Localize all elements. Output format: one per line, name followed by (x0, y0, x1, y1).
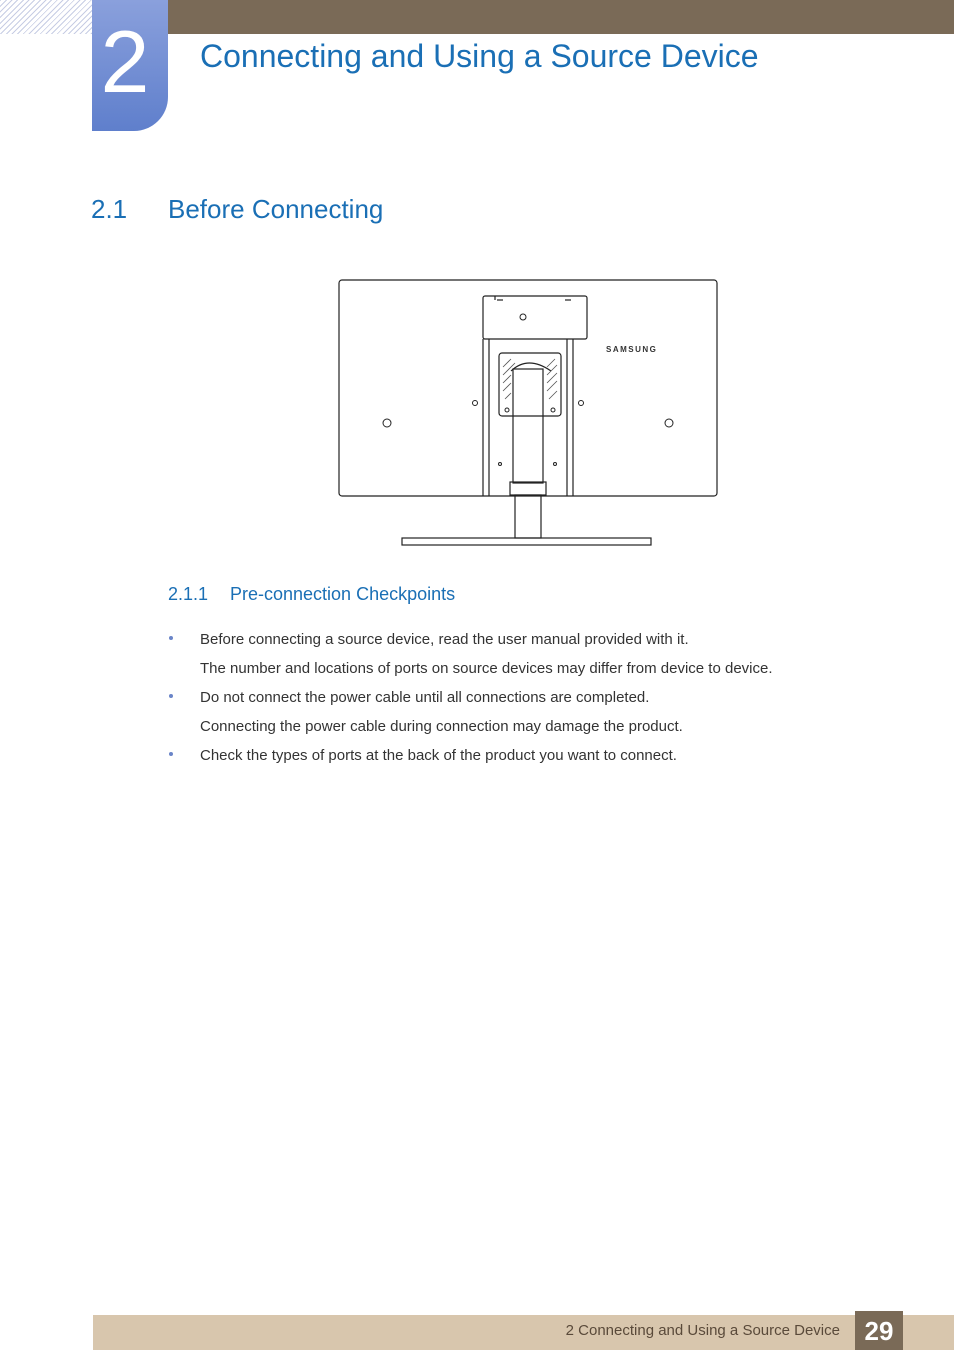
checkpoint-list (168, 627, 868, 772)
screw-low-left (499, 463, 502, 466)
bullet-dot (169, 752, 173, 756)
screw-inner-right (551, 408, 555, 412)
page-number: 29 (855, 1311, 903, 1350)
screw-inner-left (505, 408, 509, 412)
monitor-rear-illustration (335, 275, 723, 551)
subsection-number: 2.1.1 (168, 584, 209, 604)
section-title: Before Connecting (168, 194, 384, 224)
screw-mid-left (473, 401, 478, 406)
monitor-body (339, 280, 717, 496)
footer-running-title: 2 Connecting and Using a Source Device (565, 1322, 840, 1339)
stand-neck (515, 495, 541, 538)
section-number: 2.1 (91, 194, 128, 224)
stand-arm (513, 369, 543, 483)
list-item (168, 627, 868, 681)
list-item (168, 743, 868, 768)
stand-mount (483, 296, 587, 339)
bullet-dot (169, 694, 173, 698)
bullet-text: Before connecting a source device, read the user manual provided with it. (200, 631, 689, 648)
list-item (168, 685, 868, 739)
bullet-note: The number and locations of ports on source devices may differ from device to device. (200, 660, 773, 677)
subsection-heading (168, 582, 455, 606)
header-bar (92, 0, 954, 34)
bullet-text: Check the types of ports at the back of the product you want to connect. (200, 747, 677, 764)
screw-left (383, 419, 391, 427)
brand-logo: SAMSUNG (606, 345, 658, 354)
header-hatch-pattern (0, 0, 92, 34)
chapter-number: 2 (100, 12, 150, 111)
screw-low-right (554, 463, 557, 466)
bullet-dot (169, 636, 173, 640)
stand-base (402, 538, 651, 545)
screw-mid-right (579, 401, 584, 406)
screw-right (665, 419, 673, 427)
section-heading (91, 192, 383, 226)
screw-mount-top (520, 314, 526, 320)
chapter-title: Connecting and Using a Source Device (200, 38, 759, 74)
subsection-title: Pre-connection Checkpoints (230, 584, 456, 604)
bullet-text: Do not connect the power cable until all connections are completed. (200, 689, 650, 706)
bullet-note: Connecting the power cable during connection may damage the product. (200, 718, 683, 735)
